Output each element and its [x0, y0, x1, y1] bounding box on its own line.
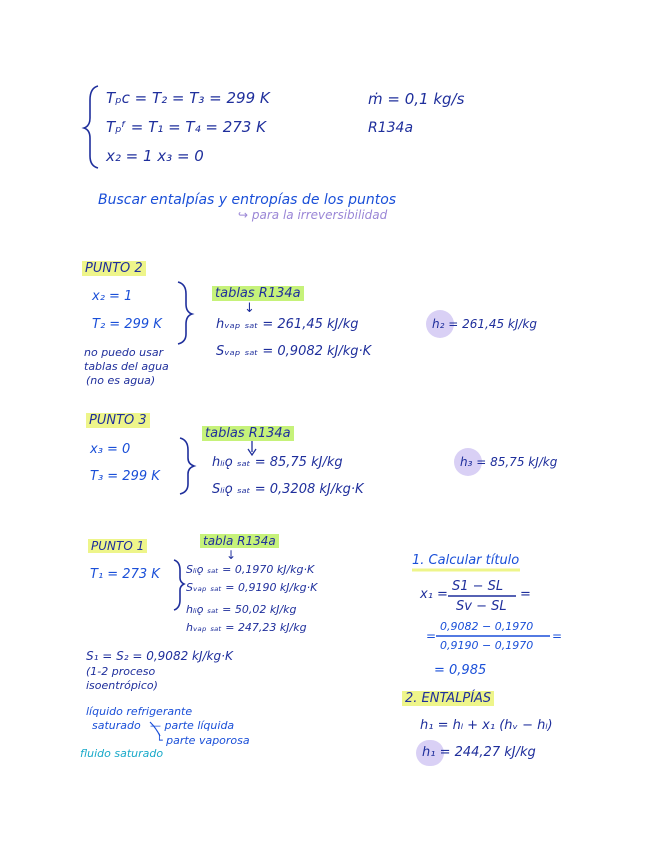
calc-substituted-equals-right: = [552, 629, 563, 643]
task-note: ↪ para la irreversibilidad [238, 208, 388, 222]
punto1-process-line2: isoentrópico) [86, 679, 158, 692]
calc-formula-denominator: Sv − SL [456, 599, 507, 614]
punto2-note-line1: no puedo usar [84, 346, 164, 359]
punto2-brace [178, 282, 192, 344]
punto1-temperature: T₁ = 273 K [90, 567, 160, 582]
calc-step2-title: 2. ENTALPÍAS [402, 692, 494, 705]
calc-substituted-numerator: 0,9082 − 0,1970 [440, 620, 534, 633]
punto3-title: PUNTO 3 [86, 414, 150, 427]
punto1-h-liquid: hₗᵢǫ ₛₐₜ = 50,02 kJ/kg [186, 603, 297, 616]
refrigerant-name: R134a [368, 120, 414, 136]
punto3-entropy: Sₗᵢǫ ₛₐₜ = 0,3208 kJ/kg·K [212, 482, 364, 497]
punto3-temperature: T₃ = 299 K [90, 469, 160, 484]
calc-quality-result: = 0,985 [434, 663, 487, 678]
punto2-quality: x₂ = 1 [92, 289, 133, 304]
calc-enthalpy-result: h₁ = 244,27 kJ/kg [422, 745, 536, 760]
punto2-temperature: T₂ = 299 K [92, 317, 162, 332]
punto3-quality: x₃ = 0 [90, 442, 131, 457]
task-line: Buscar entalpías y entropías de los puntos [98, 192, 397, 208]
punto3-result: h₃ = 85,75 kJ/kg [460, 455, 558, 469]
punto1-s-liquid: Sₗᵢǫ ₛₐₜ = 0,1970 kJ/kg·K [186, 563, 315, 576]
mixture-saturated: saturado [92, 719, 141, 732]
mass-flow: ṁ = 0,1 kg/s [368, 90, 465, 108]
calc-substituted-denominator: 0,9190 − 0,1970 [440, 639, 534, 652]
punto2-title: PUNTO 2 [82, 262, 146, 275]
calc-substituted-equals-left: = [426, 629, 437, 643]
fluid-saturated-note: fluido saturado [80, 747, 164, 760]
punto1-h-vapor: hᵥₐₚ ₛₐₜ = 247,23 kJ/kg [186, 621, 307, 634]
header-eq-temperatures-evap: Tₚᶠ = T₁ = T₄ = 273 K [106, 118, 266, 136]
header-eq-qualities: x₂ = 1 x₃ = 0 [106, 147, 204, 165]
punto2-tables-label: tablas R134a [212, 287, 304, 300]
punto1-entropy-equal: S₁ = S₂ = 0,9082 kJ/kg·K [86, 649, 233, 663]
punto2-entropy: Sᵥₐₚ ₛₐₜ = 0,9082 kJ/kg·K [216, 344, 372, 359]
calc-formula-equals: = [520, 587, 531, 602]
header-eq-temperatures-cond: Tₚᴄ = T₂ = T₃ = 299 K [106, 89, 270, 107]
punto1-brace [174, 560, 184, 610]
punto3-brace [180, 438, 194, 494]
mixture-liquid-part: — parte líquida [150, 719, 235, 732]
punto2-result: h₂ = 261,45 kJ/kg [432, 317, 537, 331]
mixture-vapor-part: └ parte vaporosa [156, 734, 250, 747]
punto1-process-line1: (1-2 proceso [86, 665, 156, 678]
punto1-s-vapor: Sᵥₐₚ ₛₐₜ = 0,9190 kJ/kg·K [186, 581, 318, 594]
calc-step1-title: 1. Calcular título [412, 553, 520, 568]
mixture-title: líquido refrigerante [86, 705, 193, 718]
calc-formula-numerator: S1 − SL [452, 579, 504, 594]
punto3-enthalpy: hₗᵢǫ ₛₐₜ = 85,75 kJ/kg [212, 455, 343, 470]
header-brace [84, 86, 98, 168]
calc-enthalpy-formula: h₁ = hₗ + x₁ (hᵥ − hₗ) [420, 718, 553, 733]
punto2-note-line2: tablas del agua [84, 360, 169, 373]
punto1-title: PUNTO 1 [88, 540, 147, 552]
punto2-enthalpy: hᵥₐₚ ₛₐₜ = 261,45 kJ/kg [216, 317, 359, 332]
punto2-note-line3: (no es agua) [86, 374, 156, 387]
punto2-arrow: ↓ [244, 301, 255, 316]
calc-formula-lhs: x₁ = [420, 587, 448, 602]
punto1-arrow: ↓ [226, 548, 237, 562]
punto1-tables-label: tabla R134a [200, 535, 279, 547]
punto3-tables-label: tablas R134a [202, 427, 294, 440]
